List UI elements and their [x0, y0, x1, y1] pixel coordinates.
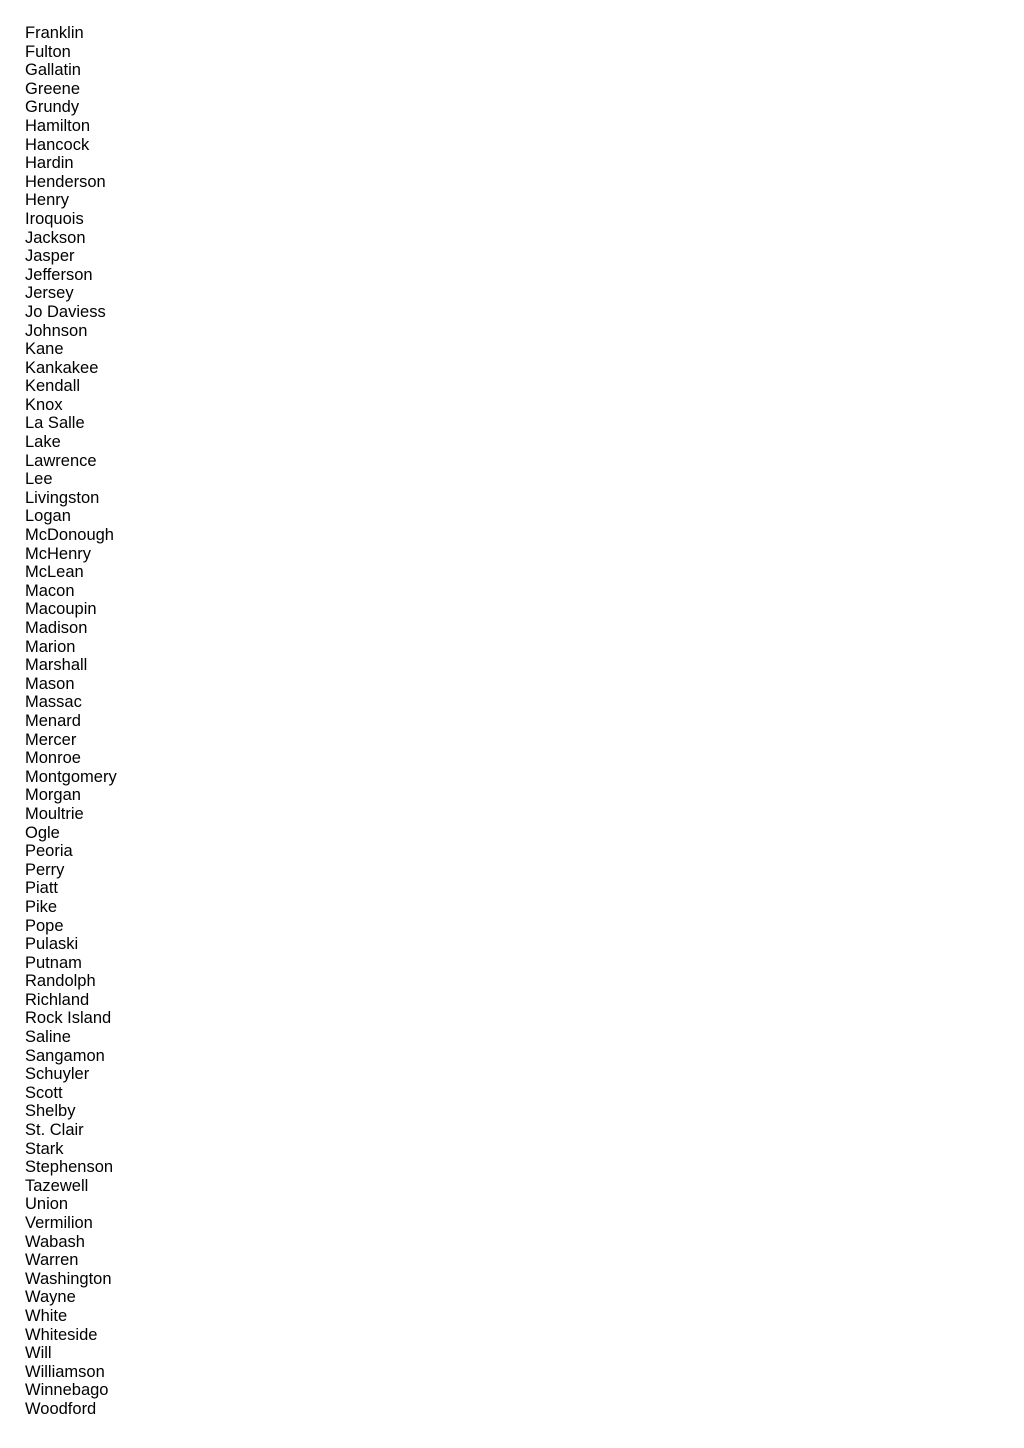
county-name: Lawrence: [25, 451, 97, 470]
county-name: Marshall: [25, 656, 88, 675]
county-name: Sangamon: [25, 1046, 105, 1065]
county-name: Gallatin: [25, 61, 81, 80]
county-name: Knox: [25, 395, 63, 414]
county-name: Macoupin: [25, 600, 97, 619]
county-name: Livingston: [25, 488, 100, 507]
county-name: Pope: [25, 916, 64, 935]
county-name: Johnson: [25, 321, 88, 340]
county-name: Marion: [25, 637, 76, 656]
county-name: Menard: [25, 711, 81, 730]
county-name: Pulaski: [25, 935, 79, 954]
county-name: Monroe: [25, 749, 81, 768]
county-name: Piatt: [25, 879, 59, 898]
county-name: Henderson: [25, 172, 106, 191]
county-name: Macon: [25, 581, 75, 600]
county-name: White: [25, 1306, 68, 1325]
county-name: Hamilton: [25, 116, 91, 135]
county-name: Kendall: [25, 377, 81, 396]
county-name: Jasper: [25, 247, 75, 266]
county-name: Franklin: [25, 24, 84, 42]
county-name: Winnebago: [25, 1381, 109, 1400]
county-name: Ogle: [25, 823, 60, 842]
county-name: Stark: [25, 1139, 64, 1158]
county-name: Hardin: [25, 154, 74, 173]
county-name: Jo Daviess: [25, 302, 106, 321]
county-name: Lake: [25, 433, 61, 452]
county-name: Randolph: [25, 972, 96, 991]
county-name: Greene: [25, 79, 81, 98]
county-name: Wabash: [25, 1232, 85, 1251]
county-name: Rock Island: [25, 1009, 112, 1028]
county-name: McHenry: [25, 544, 92, 563]
county-name: Peoria: [25, 842, 73, 861]
county-name: Schuyler: [25, 1065, 90, 1084]
county-name: St. Clair: [25, 1121, 84, 1140]
county-name: Kankakee: [25, 358, 99, 377]
county-name: Tazewell: [25, 1176, 89, 1195]
county-name: McDonough: [25, 526, 114, 545]
county-name: Saline: [25, 1028, 71, 1047]
county-name: Vermilion: [25, 1214, 93, 1232]
county-name: Jackson: [25, 228, 86, 247]
county-name: Logan: [25, 507, 71, 526]
county-name: Hancock: [25, 135, 90, 154]
county-name: Will: [25, 1344, 52, 1363]
county-name: Iroquois: [25, 209, 84, 228]
county-name: Jersey: [25, 284, 74, 303]
county-name: Morgan: [25, 786, 81, 805]
county-name: Union: [25, 1195, 69, 1214]
county-name: Warren: [25, 1251, 79, 1270]
county-name: Fulton: [25, 42, 71, 61]
county-name: Washington: [25, 1269, 112, 1288]
county-name: Montgomery: [25, 767, 117, 786]
county-name: Moultrie: [25, 804, 84, 823]
county-name: Jefferson: [25, 265, 93, 284]
county-name: Scott: [25, 1083, 63, 1102]
county-name: La Salle: [25, 414, 85, 433]
county-name: Henry: [25, 191, 70, 210]
county-name: Grundy: [25, 98, 80, 117]
county-name: Pike: [25, 897, 58, 916]
county-list: [25, 24, 117, 1419]
county-name: Wayne: [25, 1288, 76, 1307]
county-name: Shelby: [25, 1102, 76, 1121]
county-name: Stephenson: [25, 1158, 114, 1177]
county-name: Massac: [25, 693, 82, 712]
county-name: Woodford: [25, 1399, 97, 1418]
county-name: Mercer: [25, 730, 77, 749]
county-name: Richland: [25, 990, 90, 1009]
county-name: Lee: [25, 470, 53, 489]
county-name: Mason: [25, 674, 75, 693]
county-name: Kane: [25, 340, 64, 359]
county-name: Putnam: [25, 953, 82, 972]
county-name: Williamson: [25, 1362, 105, 1381]
county-name: McLean: [25, 563, 84, 582]
county-name: Whiteside: [25, 1325, 98, 1344]
county-name: Madison: [25, 619, 88, 637]
county-name: Perry: [25, 860, 65, 879]
